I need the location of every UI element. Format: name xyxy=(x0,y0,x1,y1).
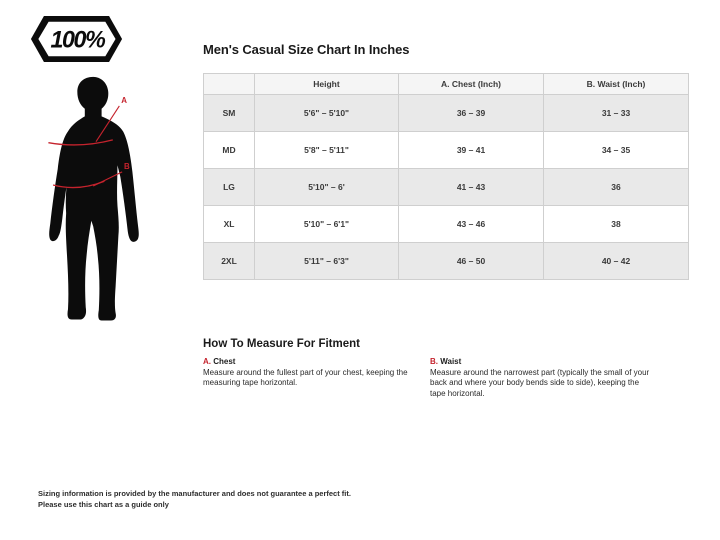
brand-logo xyxy=(30,15,123,63)
waist-cell: 34 – 35 xyxy=(544,132,689,169)
column-header-chest: A. Chest (Inch) xyxy=(399,74,544,95)
column-header-waist: B. Waist (Inch) xyxy=(544,74,689,95)
waist-label-text: Waist xyxy=(440,357,462,366)
chest-cell: 36 – 39 xyxy=(399,95,544,132)
measure-guide-title: How To Measure For Fitment xyxy=(203,338,360,350)
size-chart-table xyxy=(203,73,689,280)
size-cell: SM xyxy=(204,95,255,132)
brand-logo-icon xyxy=(30,15,123,63)
size-cell: MD xyxy=(204,132,255,169)
chest-cell: 39 – 41 xyxy=(399,132,544,169)
chest-key: A. xyxy=(203,357,211,366)
size-cell: XL xyxy=(204,206,255,243)
table-row xyxy=(204,243,689,280)
waist-cell: 36 xyxy=(544,169,689,206)
chest-cell: 46 – 50 xyxy=(399,243,544,280)
waist-cell: 38 xyxy=(544,206,689,243)
chest-instruction-text: Measure around the fullest part of your chest, keeping the measuring tape horizontal. xyxy=(203,368,408,388)
table-row xyxy=(204,206,689,243)
table-row xyxy=(204,95,689,132)
waist-marker-label: B xyxy=(124,161,130,172)
column-header-size xyxy=(204,74,255,95)
chest-marker-label: A xyxy=(121,96,127,106)
column-header-height: Height xyxy=(255,74,399,95)
sizing-disclaimer xyxy=(38,488,458,511)
height-cell: 5'10" – 6' xyxy=(255,169,399,206)
body-measurement-figure xyxy=(26,74,166,328)
chest-instruction-label xyxy=(203,357,421,366)
size-cell: LG xyxy=(204,169,255,206)
height-cell: 5'6" – 5'10" xyxy=(255,95,399,132)
measure-chest-instructions xyxy=(203,357,421,389)
waist-instruction-text: Measure around the narrowest part (typically the small of your back and where your body bends side to side), keeping the tape horizontal. xyxy=(430,368,650,398)
brand-logo-text: 100% xyxy=(50,27,105,54)
height-cell: 5'11" – 6'3" xyxy=(255,243,399,280)
male-silhouette xyxy=(49,77,139,321)
waist-instruction-label xyxy=(430,357,652,366)
table-header-row xyxy=(204,74,689,95)
measure-waist-instructions xyxy=(430,357,652,399)
disclaimer-line-1: Sizing information is provided by the manufacturer and does not guarantee a perfect fit. xyxy=(38,489,351,498)
disclaimer-line-2: Please use this chart as a guide only xyxy=(38,500,169,510)
chest-cell: 41 – 43 xyxy=(399,169,544,206)
chest-label-text: Chest xyxy=(213,357,236,366)
table-row xyxy=(204,169,689,206)
size-chart-title: Men's Casual Size Chart In Inches xyxy=(203,42,410,57)
chest-cell: 43 – 46 xyxy=(399,206,544,243)
waist-cell: 31 – 33 xyxy=(544,95,689,132)
height-cell: 5'10" – 6'1" xyxy=(255,206,399,243)
height-cell: 5'8" – 5'11" xyxy=(255,132,399,169)
waist-cell: 40 – 42 xyxy=(544,243,689,280)
size-cell: 2XL xyxy=(204,243,255,280)
table-row xyxy=(204,132,689,169)
waist-key: B. xyxy=(430,357,438,366)
